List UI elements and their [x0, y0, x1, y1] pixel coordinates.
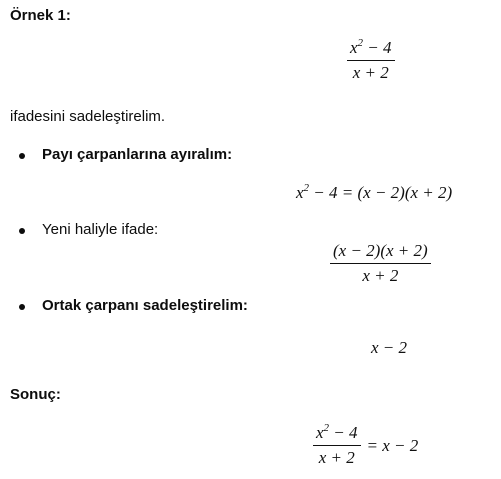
original-numerator: $x^2 - 4$	[347, 38, 395, 61]
rewritten-numerator: (x − 2)(x + 2)	[330, 241, 431, 264]
simplified-result: x − 2	[371, 338, 408, 357]
bullet-dot	[19, 304, 25, 310]
factored-equation: $x^2 - 4 = (x - 2)(x + 2)$	[296, 182, 453, 202]
bullet-dot	[19, 153, 25, 159]
rewritten-fraction	[330, 241, 431, 286]
step-1-label: Payı çarpanlarına ayıralım:	[42, 146, 233, 163]
rewritten-expression	[330, 241, 431, 286]
final-fraction	[313, 423, 361, 468]
final-rhs: = x − 2	[366, 435, 419, 455]
step-3-label: Ortak çarpanı sadeleştirelim:	[42, 297, 248, 314]
final-denominator: x + 2	[318, 448, 355, 467]
example-title: Örnek 1:	[10, 7, 71, 24]
result-title: Sonuç:	[10, 386, 61, 403]
bullet-dot	[19, 228, 25, 234]
final-equation	[313, 423, 418, 468]
intro-text: ifadesini sadeleştirelim.	[10, 108, 166, 125]
original-expression	[347, 38, 395, 83]
step-2-label: Yeni haliyle ifade:	[42, 221, 159, 238]
original-denominator: x + 2	[352, 63, 389, 82]
final-numerator: $x^2 - 4$	[313, 423, 361, 446]
original-fraction	[347, 38, 395, 83]
rewritten-denominator: x + 2	[362, 266, 399, 285]
